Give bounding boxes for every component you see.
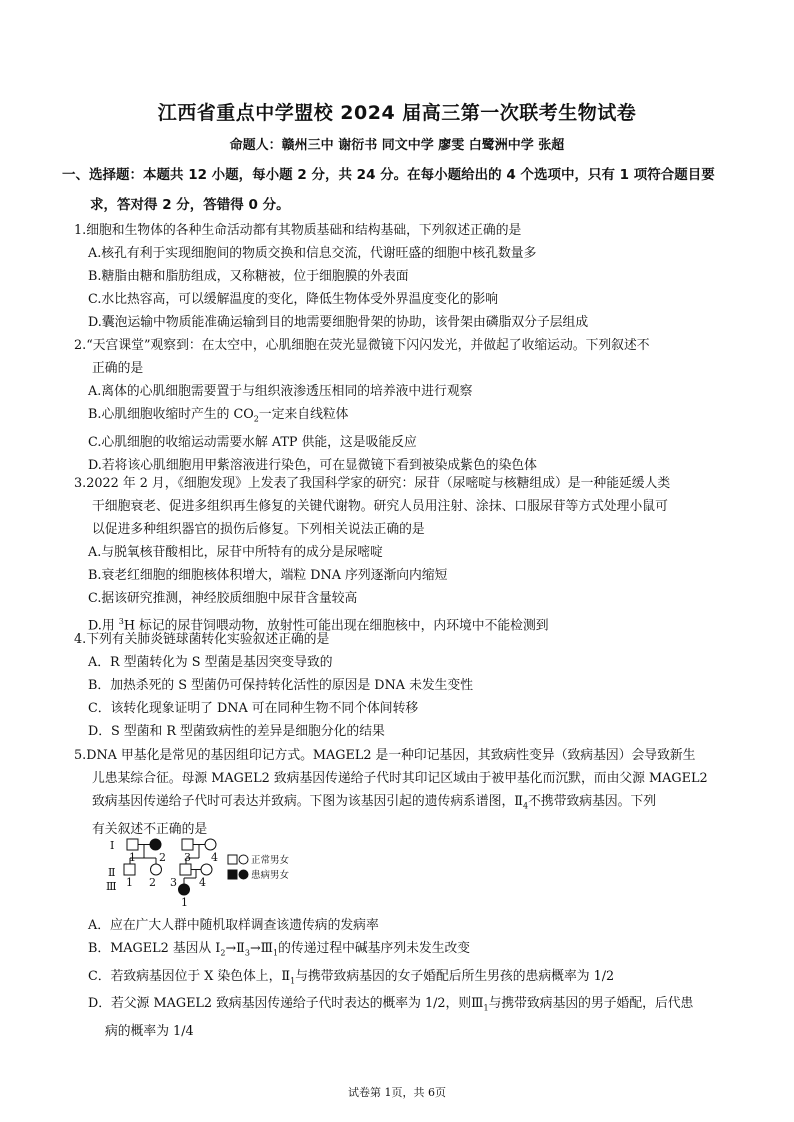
pedigree-I1-number: 1 [129,851,136,864]
pedigree-II1-number: 1 [126,876,133,889]
q2-stem: 2.“天宫课堂”观察到：在太空中，心肌细胞在荧光显微镜下闪闪发光，并做起了收缩运动。下列叙述不 [74,338,650,353]
pedigree-gen-2-label: Ⅱ [108,866,116,879]
q1-option-d: D.囊泡运输中物质能准确运输到目的地需要细胞骨架的协助，该骨架由磷脂双分子层组成 [88,315,589,330]
pedigree-chart [100,836,320,908]
q3-option-a: A.与脱氧核苷酸相比，尿苷中所特有的成分是尿嘧啶 [88,545,383,560]
question-3 [74,472,754,637]
q5-stem-cont-3: 有关叙述不正确的是 [92,821,208,837]
q3-option-d: D.用 $^3$H 标记的尿苷饲喂动物，放射性可能出现在细胞核中，内环境中不能检测到 [88,617,549,634]
pedigree-II4-number: 4 [199,876,206,889]
q5-stem-cont-2: 致病基因传递给子代时可表达并致病。下图为该基因引起的遗传病系谱图，$Ⅱ_4$不携带致病基因。下列 [92,794,657,811]
section-heading [62,160,752,220]
q3-option-b: B.衰老红细胞的细胞核体积增大，端粒 DNA 序列逐渐向内缩短 [88,568,448,583]
question-5 [74,744,754,841]
q2-option-d: D.若将该心肌细胞用甲紫溶液进行染色，可在显微镜下看到被染成紫色的染色体 [88,457,537,473]
q1-option-b: B.糖脂由糖和脂肪组成，又称糖被，位于细胞膜的外表面 [88,269,409,284]
pedigree-I4-female-normal [205,839,216,850]
q5-option-c: C．若致病基因位于 X 染色体上，$Ⅱ_1$与携带致病基因的女子婚配后所生男孩的患病概率为 1/2 [88,968,615,986]
q2-option-a: A.离体的心肌细胞需要置于与组织液渗透压相同的培养液中进行观察 [88,384,473,399]
question-1 [74,219,754,334]
pedigree-III1-female-affected [179,884,190,895]
pedigree-gen-1-label: I [110,839,115,852]
pedigree-I4-number: 4 [211,851,218,864]
question-5-options [74,914,754,1043]
q1-stem: 1.细胞和生物体的各种生命活动都有其物质基础和结构基础，下列叙述正确的是 [74,223,522,238]
pedigree-II2-female-normal [151,864,162,875]
legend-normal-label: 正常男女 [251,855,290,866]
section-line-2: 求，答对得 2 分，答错得 0 分。 [90,197,290,213]
pedigree-I1-male-normal [127,839,138,850]
pedigree-II3-number: 3 [170,876,177,889]
q5-option-a: A．应在广大人群中随机取样调查该遗传病的发病率 [88,918,379,933]
legend-normal-female-icon [239,855,248,864]
exam-authors: 命题人：赣州三中 谢衍书 同文中学 廖雯 白鹭洲中学 张超 [229,138,565,153]
q5-option-b: B．MAGEL2 基因从 $I_2\to Ⅱ_3\to Ⅲ_1$的传递过程中碱基序列未发生改变 [88,941,471,958]
question-2 [74,334,754,477]
q5-stem: 5.DNA 甲基化是常见的基因组印记方式。MAGEL2 是一种印记基因，其致病性变异（致病基因）会导致新生 [74,748,696,763]
q2-option-b: B.心肌细胞收缩时产生的 $CO_2$一定来自线粒体 [88,407,349,424]
q4-option-a: A．R 型菌转化为 S 型菌是基因突变导致的 [88,655,333,670]
pedigree-I2-female-affected [150,839,161,850]
q5-option-d: D．若父源 MAGEL2 致病基因传递给子代时表达的概率为 1/2，则$Ⅲ_1$与携带致病基因的男子婚配，后代患 [88,996,694,1013]
q3-stem-cont-2: 以促进多种组织器官的损伤后修复。下列相关说法正确的是 [92,522,425,537]
q4-option-d: D．S 型菌和 R 型菌致病性的差异是细胞分化的结果 [88,724,385,739]
q1-option-c: C.水比热容高，可以缓解温度的变化，降低生物体受外界温度变化的影响 [88,292,499,307]
legend-affected-male-icon [228,870,237,879]
pedigree-II2-number: 2 [149,876,156,889]
pedigree-I3-number: 3 [184,851,191,864]
exam-title: 江西省重点中学盟校 2024 届高三第一次联考生物试卷 [157,102,637,124]
q4-stem: 4.下列有关肺炎链球菌转化实验叙述正确的是 [74,632,330,647]
legend-affected-label: 患病男女 [251,870,290,881]
q4-option-c: C．该转化现象证明了 DNA 可在同种生物不同个体间转移 [88,701,419,716]
q3-stem-cont: 干细胞衰老、促进多组织再生修复的关键代谢物。研究人员用注射、涂抹、口服尿苷等方式处理小鼠可 [92,499,668,514]
q3-option-c: C.据该研究推测，神经胶质细胞中尿苷含量较高 [88,591,358,606]
legend-normal-male-icon [228,855,237,864]
question-4 [74,628,754,743]
q4-option-b: B．加热杀死的 S 型菌仍可保持转化活性的原因是 DNA 未发生变性 [88,678,474,693]
pedigree-I3-male-normal [182,839,193,850]
pedigree-II3-male-normal [180,864,191,875]
q5-stem-cont: 儿患某综合征。母源 MAGEL2 致病基因传递给子代时其印记区域由于被甲基化而沉默，而由父源 MAGEL2 [92,771,708,786]
pedigree-III1-number: 1 [181,896,188,908]
pedigree-II1-male-normal [124,864,135,875]
q2-option-c: C.心肌细胞的收缩运动需要水解 ATP 供能，这是吸能反应 [88,434,417,450]
section-line-1: 一、选择题：本题共 12 小题，每小题 2 分，共 24 分。在每小题给出的 4 个选项中，只有 1 项符合题目要 [62,167,715,183]
pedigree-I2-number: 2 [159,851,166,864]
q1-option-a: A.核孔有利于实现细胞间的物质交换和信息交流，代谢旺盛的细胞中核孔数量多 [88,246,537,261]
q2-stem-cont: 正确的是 [92,361,144,376]
pedigree-gen-3-label: Ⅲ [106,880,117,893]
pedigree-II4-female-normal [201,864,212,875]
q5-option-d-cont: 病的概率为 1/4 [105,1023,194,1039]
page-footer: 试卷第 1页，共 6页 [348,1086,446,1099]
q3-stem: 3.2022 年 2 月，《细胞发现》上发表了我国科学家的研究：尿苷（尿嘧啶与核糖组成）是一种能延缓人类 [74,476,671,491]
legend-affected-female-icon [239,870,248,879]
